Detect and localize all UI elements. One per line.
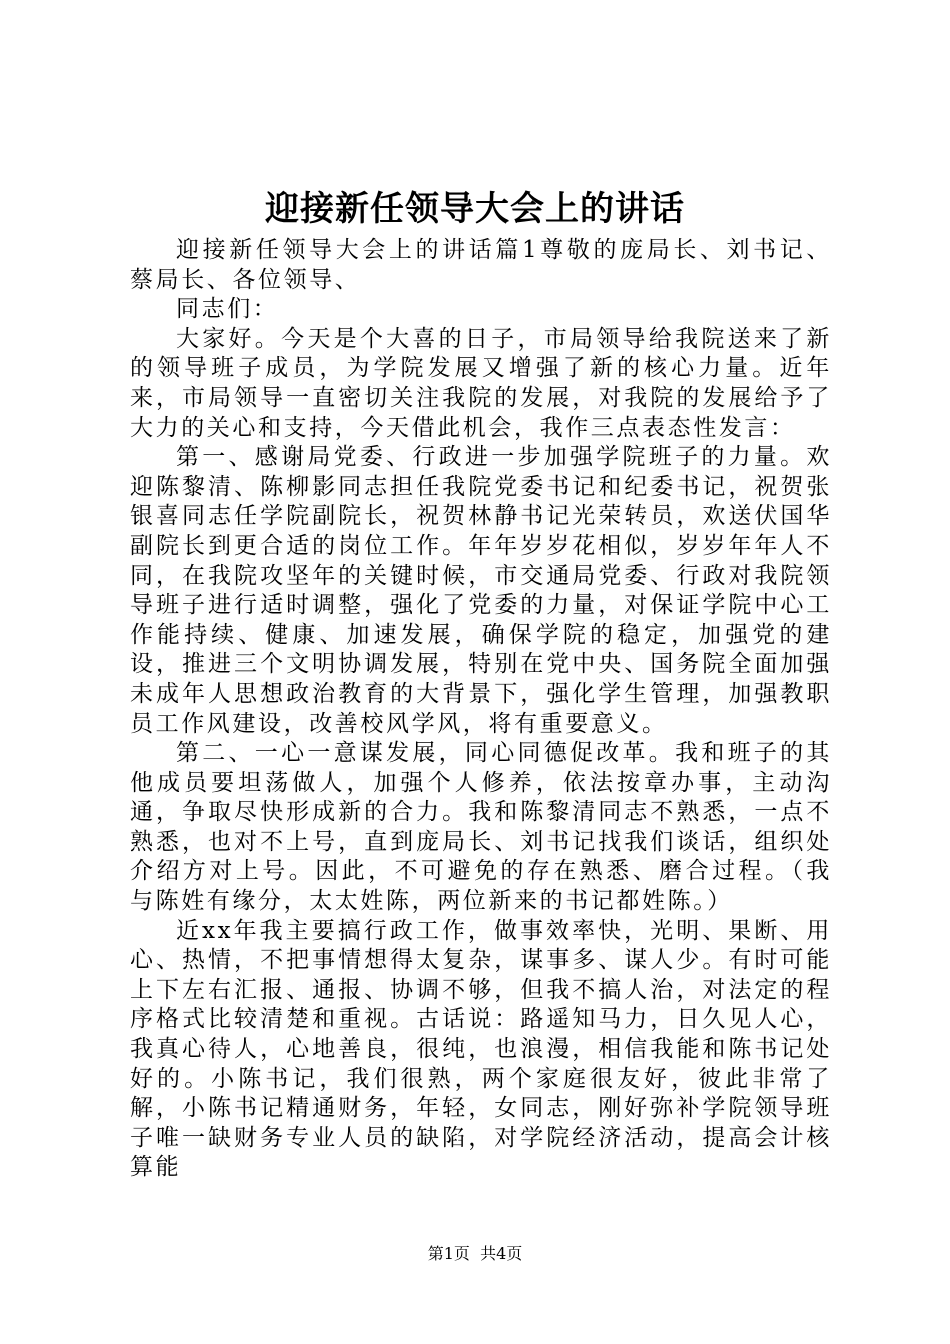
document-body <box>130 236 832 1183</box>
document-title: 迎接新任领导大会上的讲话 <box>265 189 685 229</box>
page-number: 第1页 <box>427 1244 470 1263</box>
paragraph-greeting: 同志们： <box>176 296 279 323</box>
paragraph-point-two: 第二、一心一意谋发展，同心同德促改革。我和班子的其他成员要坦荡做人，加强个人修养，依法按章办事，主动沟通，争取尽快形成新的合力。我和陈黎清同志不熟悉，一点不熟悉，也对不上号，直到庞局长、刘书记找我们谈话，组织处介绍方对上号。因此，不可避免的存在熟悉、磨合过程。（我与陈姓有缘分，太太姓陈，两位新来的书记都姓陈。） <box>130 740 832 915</box>
paragraph-salutation: 迎接新任领导大会上的讲话篇1尊敬的庞局长、刘书记、蔡局长、各位领导、 <box>130 237 832 293</box>
page-total: 共4页 <box>480 1244 523 1263</box>
page-footer <box>0 1243 950 1265</box>
paragraph-point-one: 第一、感谢局党委、行政进一步加强学院班子的力量。欢迎陈黎清、陈柳影同志担任我院党委书记和纪委书记，祝贺张银喜同志任学院副院长，祝贺林静书记光荣转员，欢送伏国华副院长到更合适的岗位工作。年年岁岁花相似，岁岁年年人不同，在我院攻坚年的关键时候，市交通局党委、行政对我院领导班子进行适时调整，强化了党委的力量，对保证学院中心工作能持续、健康、加速发展，确保学院的稳定，加强党的建设，推进三个文明协调发展，特别在党中央、国务院全面加强未成年人思想政治教育的大背景下，强化学生管理，加强教职员工作风建设，改善校风学风，将有重要意义。 <box>130 444 832 737</box>
paragraph-personal: 近xx年我主要搞行政工作，做事效率快，光明、果断、用心、热情，不把事情想得太复杂，谋事多、谋人少。有时可能上下左右汇报、通报、协调不够，但我不搞人治，对法定的程序格式比较清楚和重视。古话说：路遥知马力，日久见人心，我真心待人，心地善良，很纯，也浪漫，相信我能和陈书记处好的。小陈书记，我们很熟，两个家庭很友好，彼此非常了解，小陈书记精通财务，年轻，女同志，刚好弥补学院领导班子唯一缺财务专业人员的缺陷，对学院经济活动，提高会计核算能 <box>130 917 832 1181</box>
paragraph-intro: 大家好。今天是个大喜的日子，市局领导给我院送来了新的领导班子成员，为学院发展又增强了新的核心力量。近年来，市局领导一直密切关注我院的发展，对我院的发展给予了大力的关心和支持，今天借此机会，我作三点表态性发言： <box>130 325 832 441</box>
